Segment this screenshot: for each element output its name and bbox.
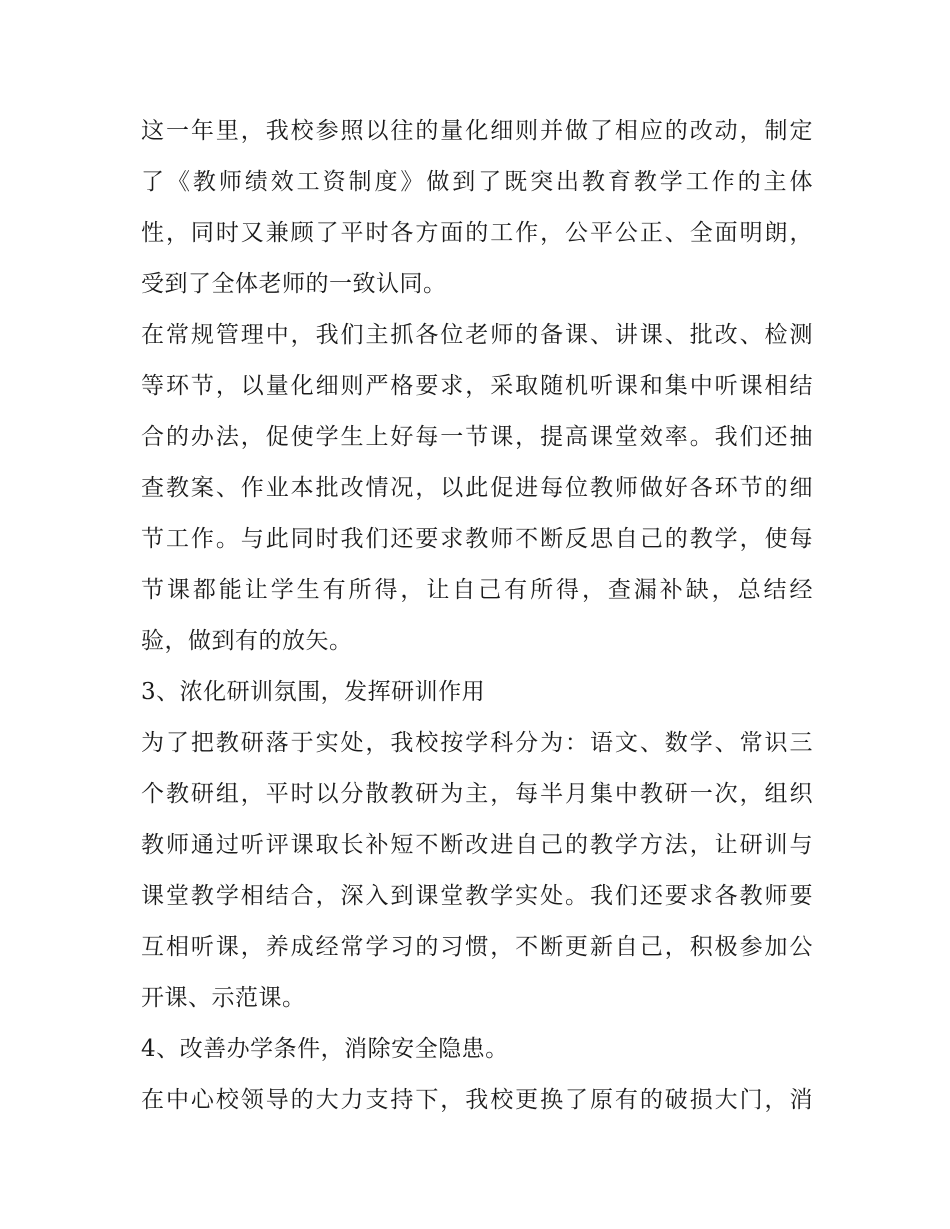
text-line: 开课、示范课。: [141, 985, 306, 1011]
document-body: [141, 106, 813, 1126]
section-heading: 4、改善办学条件，消除安全隐患。: [141, 1036, 509, 1062]
text-line: 性，同时又兼顾了平时各方面的工作，公平公正、全面明朗，: [141, 220, 813, 246]
text-line: 在中心校领导的大力支持下，我校更换了原有的破损大门，消: [141, 1087, 813, 1113]
text-line: 为了把教研落于实处，我校按学科分为：语文、数学、常识三: [141, 730, 813, 756]
text-line: 在常规管理中，我们主抓各位老师的备课、讲课、批改、检测: [141, 322, 813, 348]
text-line: 教师通过听评课取长补短不断改进自己的教学方法，让研训与: [141, 832, 813, 858]
text-line: 个教研组，平时以分散教研为主，每半月集中教研一次，组织: [141, 781, 813, 807]
text-line: 课堂教学相结合，深入到课堂教学实处。我们还要求各教师要: [141, 883, 813, 909]
text-line: 节工作。与此同时我们还要求教师不断反思自己的教学，使每: [141, 526, 813, 552]
text-line: 节课都能让学生有所得，让自己有所得，查漏补缺，总结经: [141, 577, 813, 603]
text-line: 了《教师绩效工资制度》做到了既突出教育教学工作的主体: [141, 169, 813, 195]
text-line: 这一年里，我校参照以往的量化细则并做了相应的改动，制定: [141, 118, 813, 144]
text-line: 等环节，以量化细则严格要求，采取随机听课和集中听课相结: [141, 373, 813, 399]
text-line: 验，做到有的放矢。: [141, 628, 353, 654]
text-line: 查教案、作业本批改情况，以此促进每位教师做好各环节的细: [141, 475, 813, 501]
text-line: 互相听课，养成经常学习的习惯，不断更新自己，积极参加公: [141, 934, 813, 960]
text-line: 合的办法，促使学生上好每一节课，提高课堂效率。我们还抽: [141, 424, 813, 450]
section-heading: 3、浓化研训氛围，发挥研训作用: [141, 679, 486, 705]
text-line: 受到了全体老师的一致认同。: [141, 271, 447, 297]
